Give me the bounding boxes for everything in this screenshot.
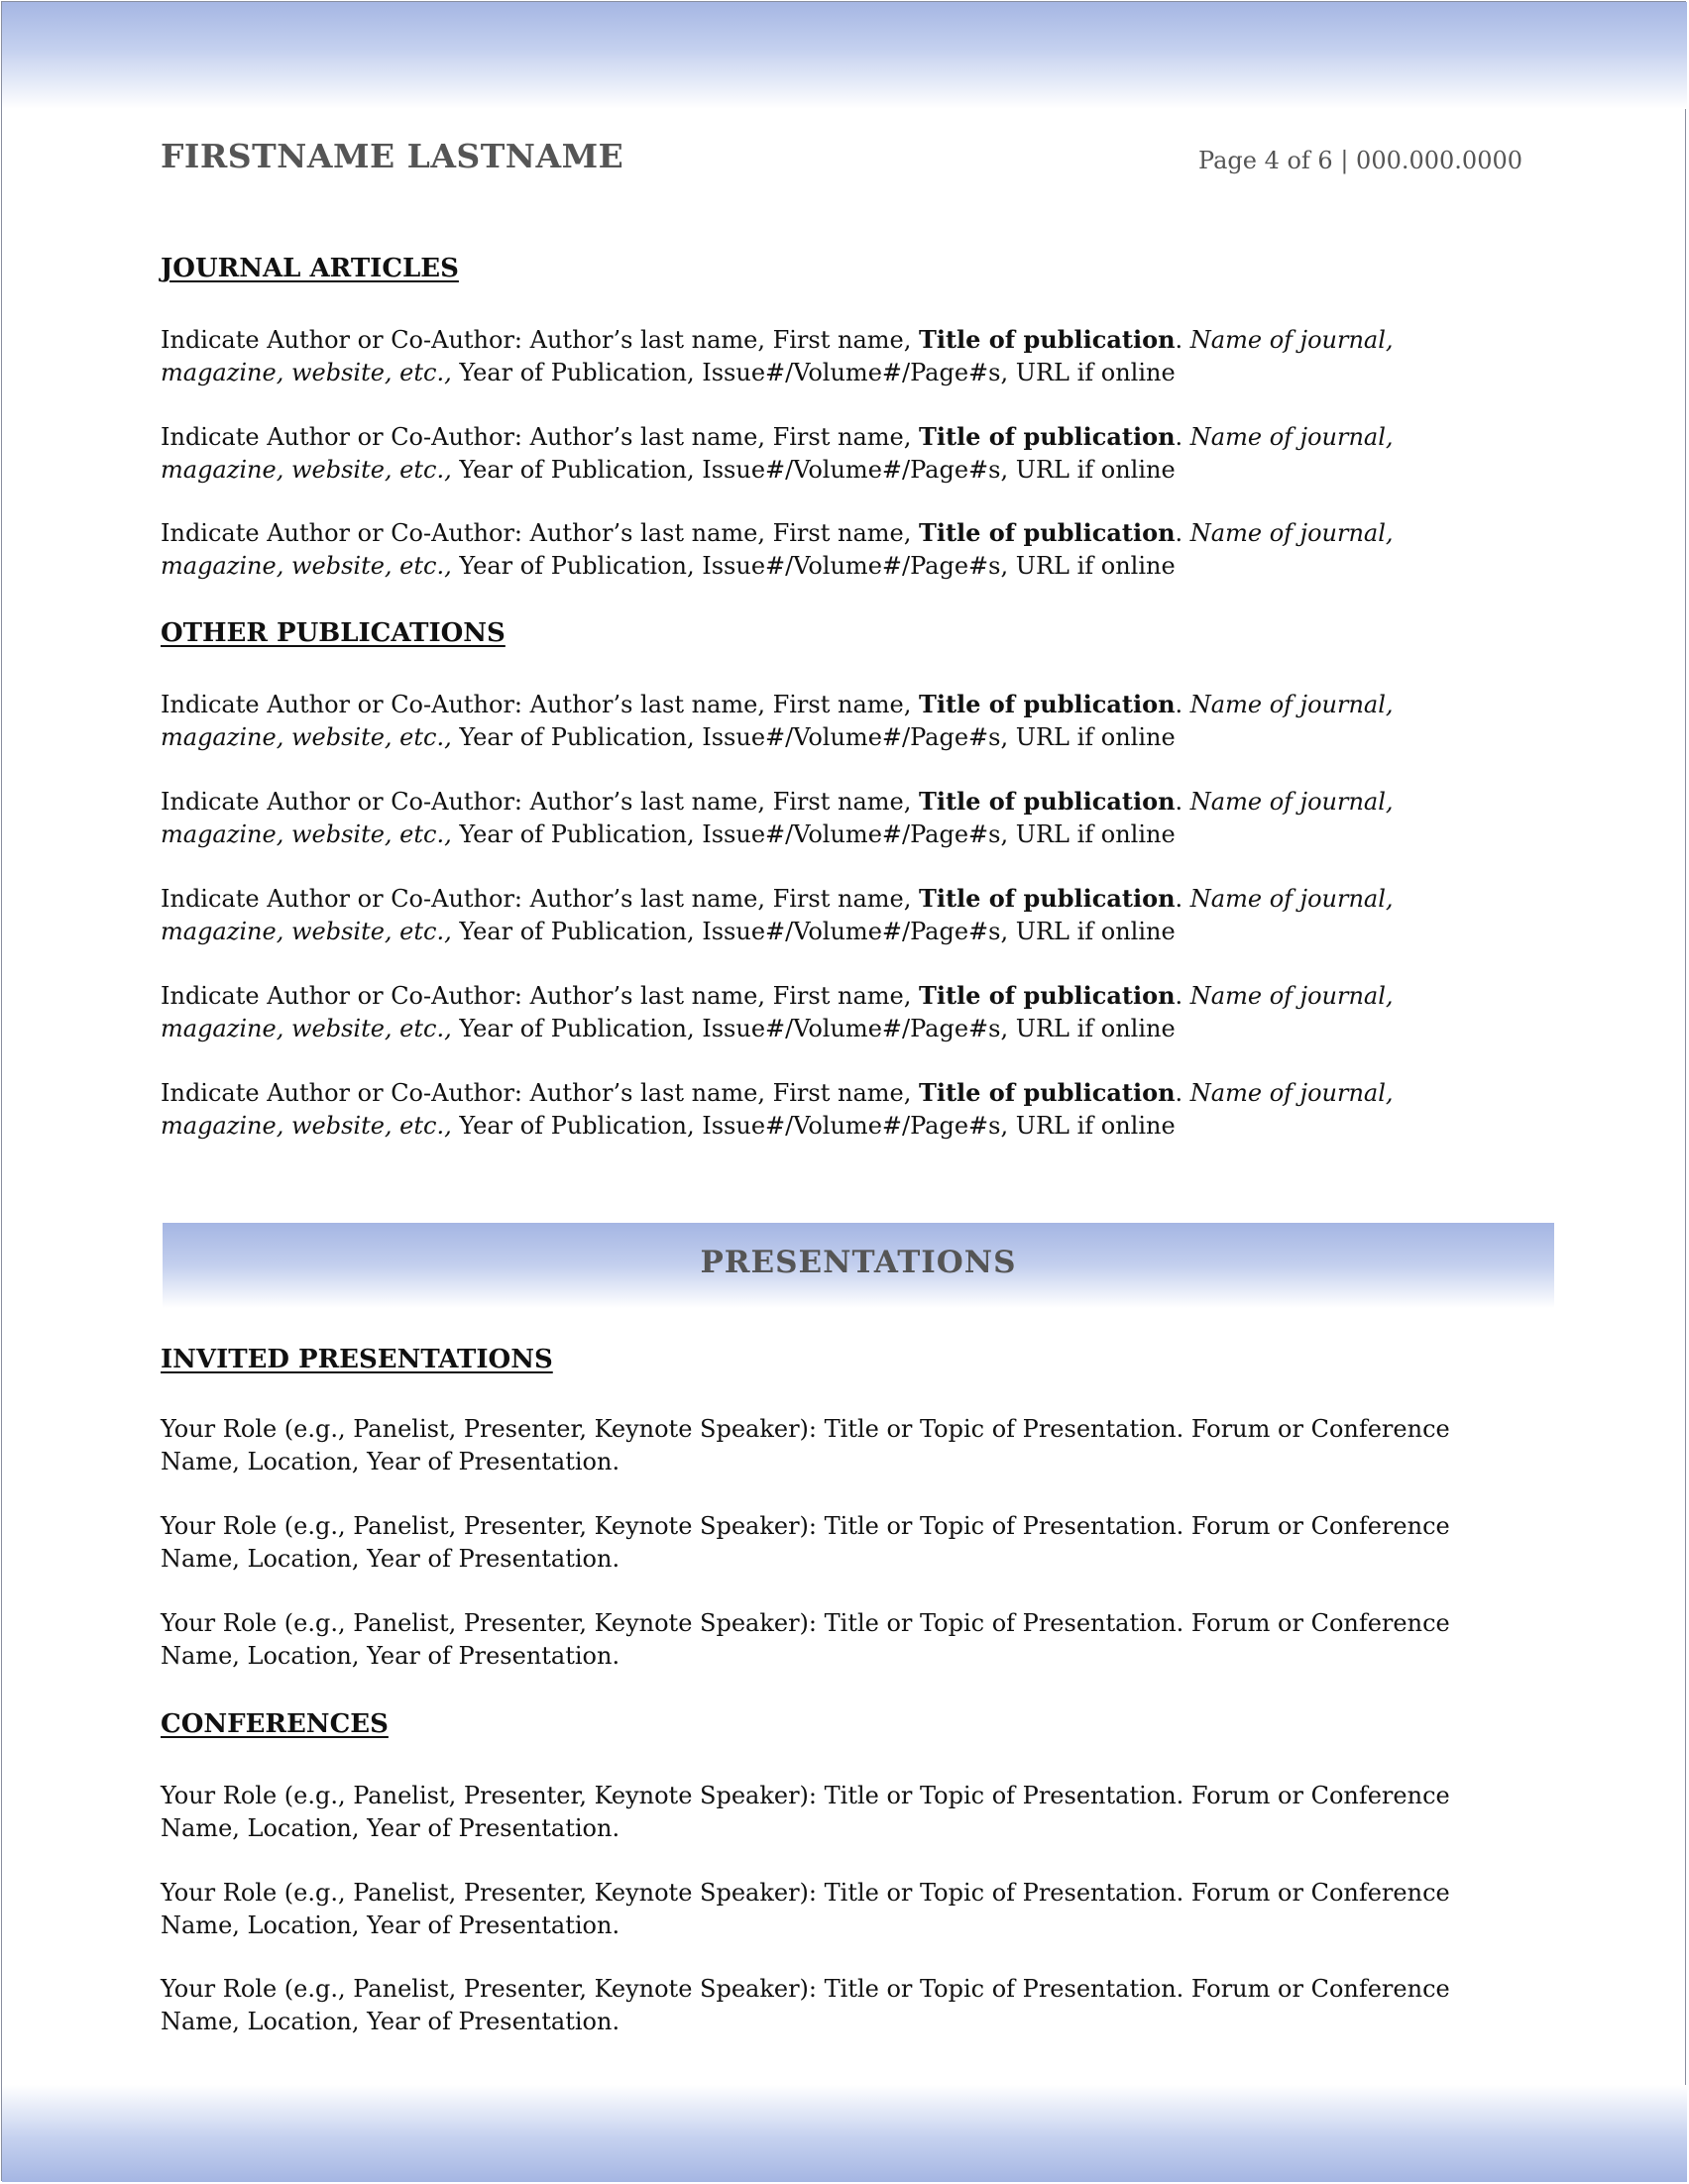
pub-journal: Name of journal, magazine, website, etc., xyxy=(161,885,1394,945)
pub-details: Year of Publication, Issue#/Volume#/Page#s, URL if online xyxy=(451,1112,1176,1140)
pub-journal: Name of journal, magazine, website, etc., xyxy=(161,519,1394,580)
pub-author-text: Indicate Author or Co-Author: Author’s last name, First name, xyxy=(161,885,919,913)
invited-presentation-entry: Your Role (e.g., Panelist, Presenter, Keynote Speaker): Title or Topic of Presentation. Forum or Conference Name, Location, Year of Presentation. xyxy=(161,1415,1450,1475)
pub-details: Year of Publication, Issue#/Volume#/Page#s, URL if online xyxy=(451,359,1176,386)
pub-title: Title of publication xyxy=(918,787,1176,816)
bottom-gradient-band xyxy=(2,2085,1687,2182)
pub-title: Title of publication xyxy=(918,981,1176,1010)
pub-journal: Name of journal, magazine, website, etc., xyxy=(161,423,1394,484)
conference-entry: Your Role (e.g., Panelist, Presenter, Keynote Speaker): Title or Topic of Presentation. Forum or Conference Name, Location, Year of Presentation. xyxy=(161,1975,1450,2035)
pub-separator: . xyxy=(1175,885,1190,913)
pub-author-text: Indicate Author or Co-Author: Author’s last name, First name, xyxy=(161,1079,919,1107)
pub-author-text: Indicate Author or Co-Author: Author’s last name, First name, xyxy=(161,519,919,547)
other-publication-entry xyxy=(161,882,1509,948)
pub-separator: . xyxy=(1175,1079,1190,1107)
invited-presentation-entry: Your Role (e.g., Panelist, Presenter, Keynote Speaker): Title or Topic of Presentation. Forum or Conference Name, Location, Year of Presentation. xyxy=(161,1512,1450,1573)
pub-details: Year of Publication, Issue#/Volume#/Page#s, URL if online xyxy=(451,723,1176,751)
other-publication-entry xyxy=(161,785,1509,851)
pub-title: Title of publication xyxy=(918,690,1176,718)
pub-details: Year of Publication, Issue#/Volume#/Page#s, URL if online xyxy=(451,918,1176,945)
pub-author-text: Indicate Author or Co-Author: Author’s last name, First name, xyxy=(161,788,919,816)
other-publication-entry xyxy=(161,1076,1509,1143)
pub-title: Title of publication xyxy=(918,1078,1176,1107)
section-heading-conferences: CONFERENCES xyxy=(161,1709,389,1739)
pub-author-text: Indicate Author or Co-Author: Author’s last name, First name, xyxy=(161,982,919,1010)
presentations-banner-title: PRESENTATIONS xyxy=(700,1245,1017,1280)
journal-article-entry xyxy=(161,323,1509,389)
section-heading-other-publications: OTHER PUBLICATIONS xyxy=(161,618,506,648)
pub-journal: Name of journal, magazine, website, etc., xyxy=(161,326,1394,386)
invited-presentation-entry: Your Role (e.g., Panelist, Presenter, Keynote Speaker): Title or Topic of Presentation. Forum or Conference Name, Location, Year of Presentation. xyxy=(161,1609,1450,1670)
presentations-banner xyxy=(163,1223,1554,1308)
pub-details: Year of Publication, Issue#/Volume#/Page#s, URL if online xyxy=(451,1015,1176,1042)
pub-journal: Name of journal, magazine, website, etc., xyxy=(161,788,1394,848)
pub-title: Title of publication xyxy=(918,518,1176,547)
pub-details: Year of Publication, Issue#/Volume#/Page#s, URL if online xyxy=(451,820,1176,848)
pub-journal: Name of journal, magazine, website, etc., xyxy=(161,982,1394,1042)
conference-entry: Your Role (e.g., Panelist, Presenter, Keynote Speaker): Title or Topic of Presentation. Forum or Conference Name, Location, Year of Presentation. xyxy=(161,1782,1450,1842)
pub-title: Title of publication xyxy=(918,422,1176,451)
pub-separator: . xyxy=(1175,326,1190,354)
pub-author-text: Indicate Author or Co-Author: Author’s last name, First name, xyxy=(161,326,919,354)
pub-title: Title of publication xyxy=(918,325,1176,354)
journal-article-entry xyxy=(161,516,1509,583)
pub-separator: . xyxy=(1175,788,1190,816)
pub-details: Year of Publication, Issue#/Volume#/Page#s, URL if online xyxy=(451,456,1176,484)
conference-entry: Your Role (e.g., Panelist, Presenter, Keynote Speaker): Title or Topic of Presentation. Forum or Conference Name, Location, Year of Presentation. xyxy=(161,1879,1450,1939)
page-info: Page 4 of 6 | 000.000.0000 xyxy=(1198,147,1522,174)
section-heading-invited-presentations: INVITED PRESENTATIONS xyxy=(161,1345,553,1374)
other-publication-entry xyxy=(161,688,1509,754)
pub-journal: Name of journal, magazine, website, etc., xyxy=(161,1079,1394,1140)
pub-separator: . xyxy=(1175,982,1190,1010)
top-gradient-band xyxy=(2,2,1687,109)
pub-separator: . xyxy=(1175,519,1190,547)
other-publication-entry xyxy=(161,979,1509,1045)
resume-name: FIRSTNAME LASTNAME xyxy=(161,137,624,175)
pub-title: Title of publication xyxy=(918,884,1176,913)
pub-author-text: Indicate Author or Co-Author: Author’s last name, First name, xyxy=(161,423,919,451)
section-heading-journal-articles: JOURNAL ARTICLES xyxy=(161,254,459,283)
pub-separator: . xyxy=(1175,423,1190,451)
pub-details: Year of Publication, Issue#/Volume#/Page#s, URL if online xyxy=(451,552,1176,580)
pub-separator: . xyxy=(1175,691,1190,718)
pub-author-text: Indicate Author or Co-Author: Author’s last name, First name, xyxy=(161,691,919,718)
journal-article-entry xyxy=(161,420,1509,487)
pub-journal: Name of journal, magazine, website, etc., xyxy=(161,691,1394,751)
